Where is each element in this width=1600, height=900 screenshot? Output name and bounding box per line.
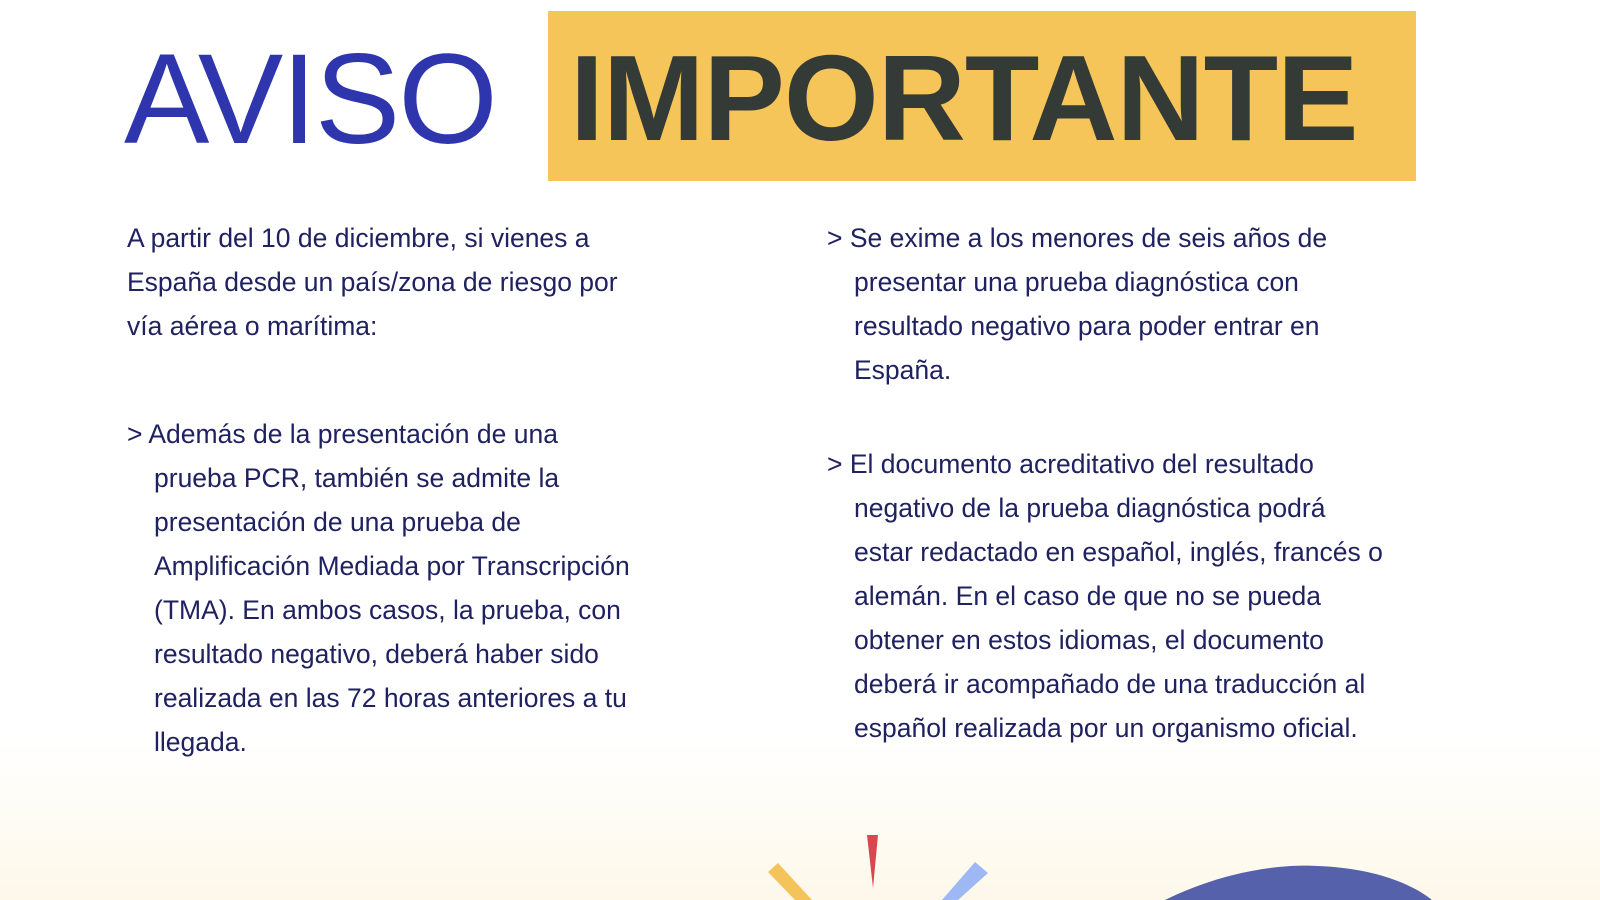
title-importante: IMPORTANTE (570, 30, 1358, 166)
yellow-ray-shape (768, 863, 812, 900)
intro-paragraph: A partir del 10 de diciembre, si vienes a España desde un país/zona de riesgo por vía aérea o marítima: (127, 223, 618, 341)
light-blue-ray-shape (942, 862, 988, 900)
blue-blob-shape (1165, 866, 1432, 900)
red-ray-shape (867, 835, 878, 888)
bullet-minors-exemption: > Se exime a los menores de seis años de presentar una prueba diagnóstica con resultado negativo para poder entrar en España. (827, 223, 1328, 385)
bullet-document-languages: > El documento acreditativo del resultado negativo de la prueba diagnóstica podrá estar redactado en español, inglés, francés o alemán. En el caso de que no se pueda obtener en estos idiomas, el documento deberá ir acompañado de una traducción al español realizada por un organismo oficial. (827, 449, 1383, 743)
title-aviso: AVISO (124, 28, 496, 171)
bullet-pcr-tma: > Además de la presentación de una prueba PCR, también se admite la presentación de una prueba de Amplificación Mediada por Transcripción (TMA). En ambos casos, la prueba, con resultado negativo, deberá haber sido realizada en las 72 horas anteriores a tu llegada. (127, 419, 630, 757)
